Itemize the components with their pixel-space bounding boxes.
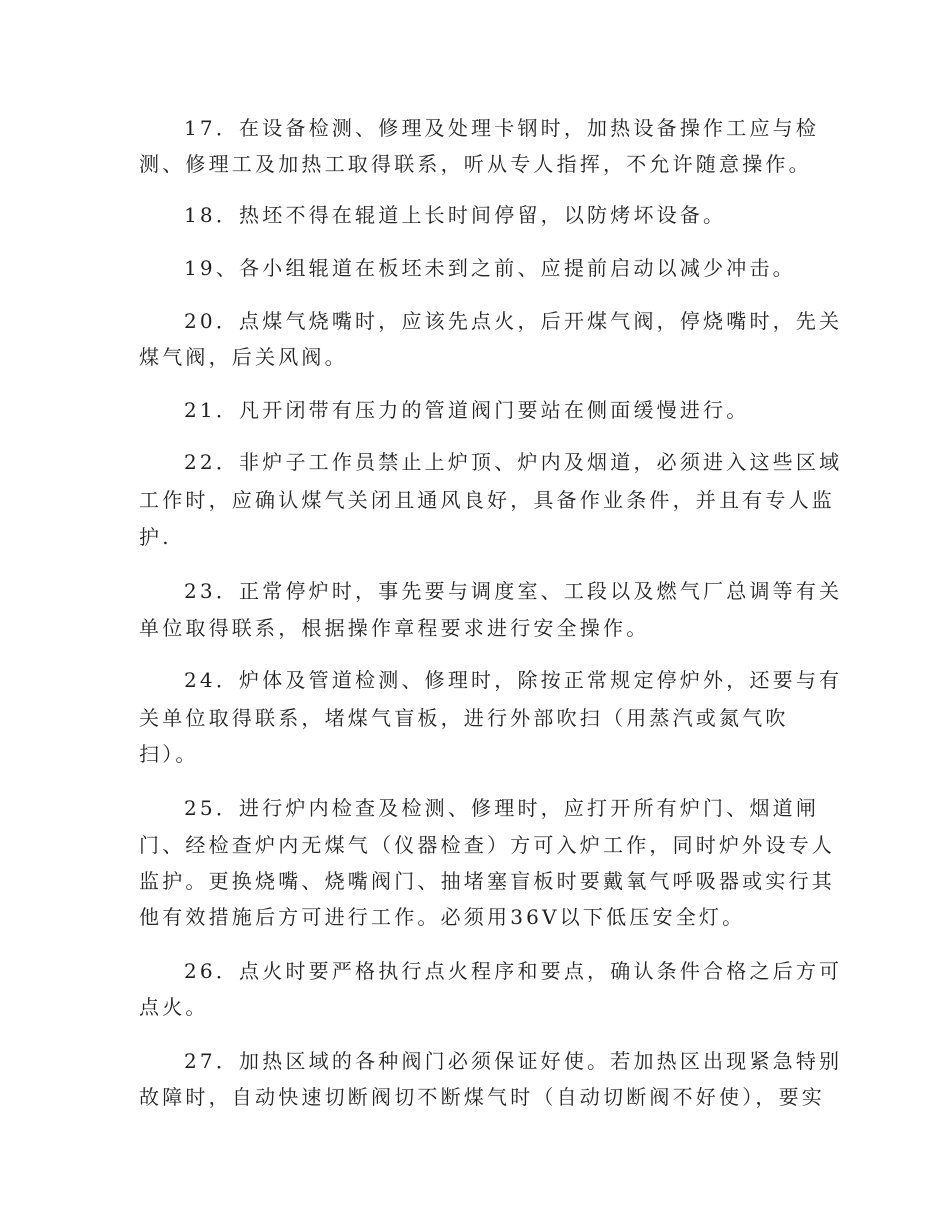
text-line: 故障时，自动快速切断阀切不断煤气时（自动切断阀不好使），要实 bbox=[139, 1085, 825, 1109]
text-line: 20．点煤气烧嘴时，应该先点火，后开煤气阀，停烧嘴时，先关 bbox=[184, 309, 843, 333]
text-line: 点火。 bbox=[139, 995, 209, 1019]
text-line: 23．正常停炉时，事先要与调度室、工段以及燃气厂总调等有关 bbox=[184, 579, 843, 603]
text-line: 单位取得联系，根据操作章程要求进行安全操作。 bbox=[139, 616, 650, 640]
text-line: 26．点火时要严格执行点火程序和要点，确认条件合格之后方可 bbox=[184, 959, 843, 983]
text-line: 关单位取得联系，堵煤气盲板，进行外部吹扫（用蒸汽或氮气吹 bbox=[139, 706, 789, 730]
text-line: 19、各小组辊道在板坯未到之前、应提前启动以减少冲击。 bbox=[184, 256, 796, 280]
text-line: 护. bbox=[139, 525, 172, 549]
text-line: 17．在设备检测、修理及处理卡钢时，加热设备操作工应与检 bbox=[184, 116, 820, 140]
text-line: 扫）。 bbox=[139, 742, 199, 766]
text-line: 测、修理工及加热工取得联系，听从专人指挥，不允许随意操作。 bbox=[139, 152, 812, 176]
text-line: 工作时，应确认煤气关闭且通风良好，具备作业条件，并且有专人监 bbox=[139, 488, 835, 512]
text-line: 25．进行炉内检查及检测、修理时，应打开所有炉门、烟道闸 bbox=[184, 796, 820, 820]
text-line: 22．非炉子工作员禁止上炉顶、炉内及烟道，必须进入这些区域 bbox=[184, 450, 843, 474]
text-line: 18．热坯不得在辊道上长时间停留，以防烤坏设备。 bbox=[184, 203, 727, 227]
text-line: 他有效措施后方可进行工作。必须用36V以下低压安全灯。 bbox=[139, 905, 746, 929]
text-line: 27．加热区域的各种阀门必须保证好使。若加热区出现紧急特别 bbox=[184, 1049, 843, 1073]
text-line: 监护。更换烧嘴、烧嘴阀门、抽堵塞盲板时要戴氧气呼吸器或实行其 bbox=[139, 869, 835, 893]
text-line: 21．凡开闭带有压力的管道阀门要站在侧面缓慢进行。 bbox=[184, 398, 750, 422]
text-line: 煤气阀，后关风阀。 bbox=[139, 345, 348, 369]
text-line: 门、经检查炉内无煤气（仪器检查）方可入炉工作，同时炉外设专人 bbox=[139, 833, 835, 857]
text-line: 24．炉体及管道检测、修理时，除按正常规定停炉外，还要与有 bbox=[184, 668, 843, 692]
